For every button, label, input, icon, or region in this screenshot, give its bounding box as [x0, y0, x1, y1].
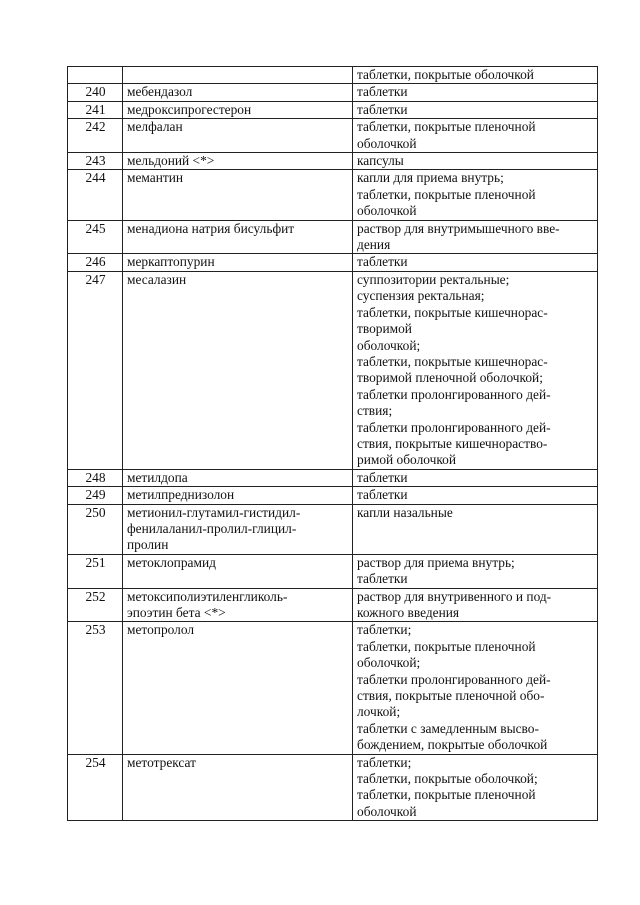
table-row: [68, 554, 598, 588]
dosage-form-cell: [353, 487, 598, 504]
drug-name-line: мемантин: [127, 170, 184, 186]
dosage-form-line: оболочкой;: [357, 337, 421, 353]
dosage-form-line: ствия, покрытые пленочной обо-: [357, 688, 545, 704]
drug-name-line: метоксиполиэтиленгликоль-: [127, 588, 288, 604]
drug-name-cell: [123, 67, 353, 84]
dosage-form-line: таблетки: [357, 469, 408, 485]
drug-name-cell: [123, 84, 353, 101]
drug-name-line: фенилаланил-пролил-глицил-: [127, 520, 297, 536]
dosage-form-cell: [353, 153, 598, 170]
dosage-form-cell: [353, 101, 598, 118]
row-number-cell: [68, 67, 123, 84]
drug-name-line: мелфалан: [127, 119, 183, 135]
dosage-form-line: таблетки пролонгированного дей-: [357, 419, 551, 435]
drug-name-line: меркаптопурин: [127, 254, 215, 270]
dosage-form-line: таблетки пролонгированного дей-: [357, 671, 551, 687]
dosage-form-line: оболочкой: [357, 135, 417, 151]
drug-name-line: метилдопа: [127, 469, 188, 485]
table-row: [68, 153, 598, 170]
dosage-form-line: таблетки;: [357, 754, 412, 770]
drug-name-line: эпоэтин бета <*>: [127, 605, 226, 620]
dosage-form-line: таблетки: [357, 487, 408, 503]
row-number-cell: 240: [68, 84, 123, 101]
drug-name-cell: [123, 220, 353, 254]
drug-table: [67, 66, 598, 821]
dosage-form-cell: [353, 469, 598, 486]
dosage-form-cell: [353, 271, 598, 469]
dosage-form-line: таблетки пролонгированного дей-: [357, 386, 551, 402]
dosage-form-line: капли назальные: [357, 504, 453, 520]
drug-name-cell: [123, 254, 353, 271]
drug-name-line: метилпреднизолон: [127, 487, 235, 503]
dosage-form-line: раствор для внутривенного и под-: [357, 588, 552, 604]
drug-name-line: мебендазол: [127, 84, 193, 100]
row-number-cell: 254: [68, 754, 123, 821]
row-number-cell: 247: [68, 271, 123, 469]
dosage-form-cell: [353, 119, 598, 153]
drug-name-cell: [123, 622, 353, 754]
dosage-form-line: дения: [357, 237, 391, 253]
dosage-form-line: раствор для приема внутрь;: [357, 554, 515, 570]
table-row: [68, 101, 598, 118]
dosage-form-line: таблетки: [357, 571, 408, 587]
dosage-form-line: таблетки с замедленным высво-: [357, 720, 539, 736]
dosage-form-line: таблетки, покрытые пленочной: [357, 186, 536, 202]
drug-name-cell: [123, 153, 353, 170]
table-row: [68, 469, 598, 486]
drug-name-cell: [123, 554, 353, 588]
row-number-cell: 244: [68, 170, 123, 220]
table-row: [68, 67, 598, 84]
dosage-form-line: таблетки, покрытые оболочкой: [357, 67, 534, 82]
table-row: [68, 84, 598, 101]
table-row: [68, 504, 598, 554]
dosage-form-line: суппозитории ректальные;: [357, 271, 510, 287]
dosage-form-cell: [353, 220, 598, 254]
dosage-form-line: таблетки: [357, 254, 408, 270]
dosage-form-line: творимой: [357, 321, 412, 337]
dosage-form-line: таблетки: [357, 84, 408, 100]
dosage-form-cell: [353, 504, 598, 554]
drug-name-cell: [123, 101, 353, 118]
dosage-form-line: таблетки, покрытые пленочной: [357, 638, 536, 654]
row-number-cell: 251: [68, 554, 123, 588]
table-row: [68, 170, 598, 220]
row-number-cell: 241: [68, 101, 123, 118]
dosage-form-cell: [353, 84, 598, 101]
drug-name-cell: [123, 588, 353, 622]
dosage-form-line: таблетки;: [357, 622, 412, 638]
drug-name-line: пролин: [127, 537, 169, 553]
drug-name-line: метопролол: [127, 622, 195, 638]
drug-name-line: метоклопрамид: [127, 554, 216, 570]
row-number-cell: 246: [68, 254, 123, 271]
row-number-cell: 253: [68, 622, 123, 754]
table-row: [68, 254, 598, 271]
row-number-cell: 249: [68, 487, 123, 504]
dosage-form-line: оболочкой;: [357, 655, 421, 671]
dosage-form-line: таблетки, покрытые пленочной: [357, 119, 536, 135]
dosage-form-line: таблетки, покрытые кишечнорас-: [357, 353, 548, 369]
dosage-form-cell: [353, 588, 598, 622]
drug-name-line: месалазин: [127, 271, 187, 287]
table-row: [68, 487, 598, 504]
dosage-form-line: лочкой;: [357, 704, 401, 720]
drug-name-line: мельдоний <*>: [127, 153, 215, 169]
table-row: [68, 754, 598, 821]
drug-name-cell: [123, 119, 353, 153]
dosage-form-line: бождением, покрытые оболочкой: [357, 737, 548, 753]
row-number-cell: 250: [68, 504, 123, 554]
table-row: [68, 622, 598, 754]
dosage-form-line: таблетки, покрытые оболочкой;: [357, 771, 538, 787]
dosage-form-line: кожного введения: [357, 605, 460, 620]
table-row: [68, 119, 598, 153]
dosage-form-cell: [353, 554, 598, 588]
drug-name-cell: [123, 504, 353, 554]
dosage-form-line: оболочкой: [357, 803, 417, 819]
drug-name-cell: [123, 487, 353, 504]
dosage-form-cell: [353, 170, 598, 220]
dosage-form-line: таблетки, покрытые пленочной: [357, 787, 536, 803]
table-row: [68, 220, 598, 254]
dosage-form-line: таблетки, покрытые кишечнорас-: [357, 304, 548, 320]
dosage-form-line: творимой пленочной оболочкой;: [357, 370, 543, 386]
drug-name-line: медроксипрогестерон: [127, 101, 252, 117]
drug-name-cell: [123, 754, 353, 821]
drug-name-line: метионил-глутамил-гистидил-: [127, 504, 301, 520]
table-row: [68, 588, 598, 622]
table-row: [68, 271, 598, 469]
dosage-form-line: ствия, покрытые кишечнораство-: [357, 435, 548, 451]
row-number-cell: 252: [68, 588, 123, 622]
drug-name-line: метотрексат: [127, 754, 196, 770]
row-number-cell: 243: [68, 153, 123, 170]
row-number-cell: 245: [68, 220, 123, 254]
dosage-form-line: ствия;: [357, 403, 393, 419]
drug-name-cell: [123, 271, 353, 469]
dosage-form-line: капсулы: [357, 153, 404, 169]
dosage-form-cell: [353, 67, 598, 84]
dosage-form-line: таблетки: [357, 101, 408, 117]
row-number-cell: 248: [68, 469, 123, 486]
row-number-cell: 242: [68, 119, 123, 153]
dosage-form-line: капли для приема внутрь;: [357, 170, 504, 186]
dosage-form-line: раствор для внутримышечного вве-: [357, 220, 560, 236]
drug-name-cell: [123, 170, 353, 220]
dosage-form-line: суспензия ректальная;: [357, 288, 485, 304]
table-body: [68, 67, 598, 821]
dosage-form-cell: [353, 754, 598, 821]
drug-name-cell: [123, 469, 353, 486]
dosage-form-line: римой оболочкой: [357, 452, 457, 468]
drug-name-line: менадиона натрия бисульфит: [127, 220, 295, 236]
dosage-form-cell: [353, 254, 598, 271]
dosage-form-line: оболочкой: [357, 203, 417, 219]
dosage-form-cell: [353, 622, 598, 754]
